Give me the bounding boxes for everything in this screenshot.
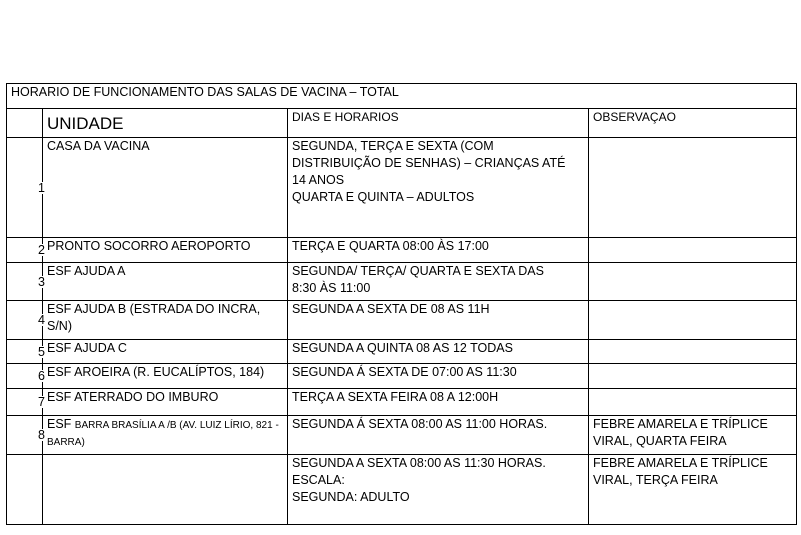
unit-cell: PRONTO SOCORRO AEROPORTO [43,238,288,263]
unit-prefix: ESF [47,417,72,431]
hours-line: SEGUNDA: ADULTO [292,490,410,504]
hours-cell [288,301,589,340]
hours-line: QUARTA E QUINTA – ADULTOS [292,190,475,204]
hours-cell [288,340,589,364]
hours-line: SEGUNDA Á SEXTA DE 07:00 AS 11:30 [292,365,517,379]
notes-line: VIRAL, TERÇA FEIRA [593,473,718,487]
row-number: 8 [7,416,43,455]
unit-cell: ESF AJUDA A [43,263,288,301]
hours-line: TERÇA E QUARTA 08:00 ÀS 17:00 [292,239,489,253]
hours-cell [288,455,589,525]
unit-cell: ESF ATERRADO DO IMBURO [43,389,288,416]
notes-cell [589,238,797,263]
hours-cell [288,263,589,301]
table-row [7,138,797,238]
unit-cell: ESF AROEIRA (R. EUCALÍPTOS, 184) [43,364,288,389]
hours-line: 8:30 ÀS 11:00 [292,281,371,295]
unit-cell [43,416,288,455]
row-number: 3 [7,263,43,301]
table-title: HORARIO DE FUNCIONAMENTO DAS SALAS DE VACINA – TOTAL [7,84,797,109]
row-number: 6 [7,364,43,389]
document-page [6,83,796,535]
table-row [7,455,797,525]
table-title-row [7,84,797,109]
header-number-cell [7,109,43,138]
notes-cell [589,263,797,301]
hours-line: SEGUNDA A SEXTA 08:00 AS 11:30 HORAS. [292,456,546,470]
notes-cell [589,301,797,340]
header-unit: UNIDADE [43,109,288,138]
hours-cell [288,138,589,238]
unit-cell [43,455,288,525]
unit-cell: ESF AJUDA C [43,340,288,364]
notes-cell [589,138,797,238]
table-row [7,238,797,263]
notes-cell [589,455,797,525]
row-number: 1 [7,138,43,238]
hours-cell [288,389,589,416]
notes-line: FEBRE AMARELA E TRÍPLICE [593,456,768,470]
notes-cell [589,416,797,455]
notes-cell [589,389,797,416]
hours-line: SEGUNDA A QUINTA 08 AS 12 TODAS [292,341,513,355]
unit-cell: ESF AJUDA B (ESTRADA DO INCRA, S/N) [43,301,288,340]
unit-address: BARRA BRASÍLIA A /B (AV. LUIZ LÍRIO, 821 - BARRA) [47,420,279,448]
table-row [7,416,797,455]
table-row [7,364,797,389]
table-row [7,301,797,340]
hours-line: SEGUNDA A SEXTA DE 08 AS 11H [292,302,490,316]
hours-cell [288,238,589,263]
row-number: 2 [7,238,43,263]
hours-line: ESCALA: [292,473,345,487]
table-header-row [7,109,797,138]
hours-line: DISTRIBUIÇÃO DE SENHAS) – CRIANÇAS ATÉ [292,156,566,170]
hours-cell [288,364,589,389]
hours-line: 14 ANOS [292,173,345,187]
row-number: 5 [7,340,43,364]
hours-line: SEGUNDA Á SEXTA 08:00 AS 11:00 HORAS. [292,417,548,431]
row-number [7,455,43,525]
table-row [7,389,797,416]
header-notes: OBSERVAÇAO [589,109,797,138]
notes-cell [589,340,797,364]
hours-line: TERÇA A SEXTA FEIRA 08 A 12:00H [292,390,499,404]
hours-line: SEGUNDA/ TERÇA/ QUARTA E SEXTA DAS [292,264,544,278]
notes-cell [589,364,797,389]
notes-line: FEBRE AMARELA E TRÍPLICE [593,417,768,431]
notes-line: VIRAL, QUARTA FEIRA [593,434,727,448]
unit-cell: CASA DA VACINA [43,138,288,238]
hours-line: SEGUNDA, TERÇA E SEXTA (COM [292,139,494,153]
vaccine-hours-table [6,83,797,525]
table-row [7,340,797,364]
hours-cell [288,416,589,455]
table-row [7,263,797,301]
row-number: 4 [7,301,43,340]
row-number: 7 [7,389,43,416]
header-hours: DIAS E HORARIOS [288,109,589,138]
